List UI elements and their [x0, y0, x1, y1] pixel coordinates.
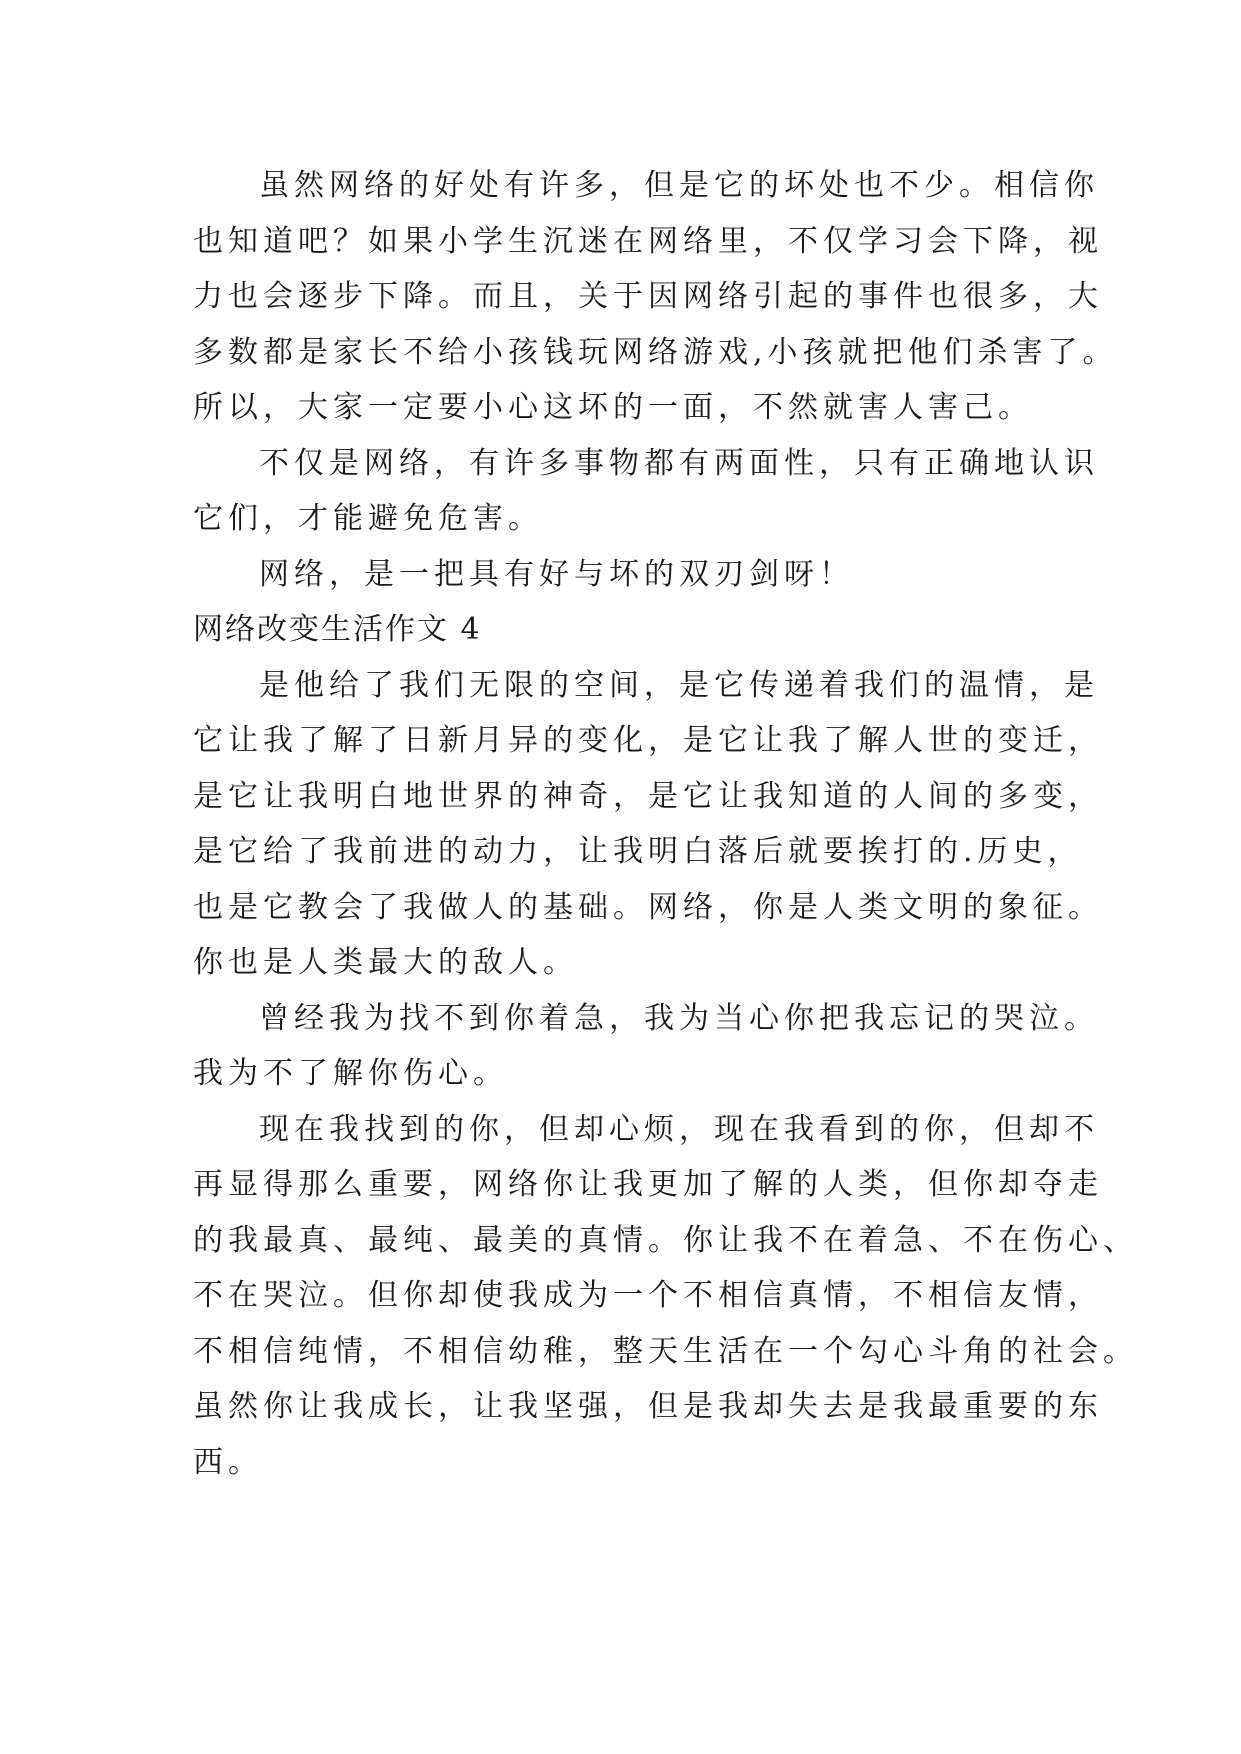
document-body — [193, 158, 1138, 1490]
text-line: 网络，是一把具有好与坏的双刃剑呀！ — [259, 556, 854, 592]
paragraph-1 — [193, 158, 1118, 436]
paragraph-2 — [193, 436, 1099, 547]
paragraph-6 — [193, 1102, 1138, 1491]
text-line: 多数都是家长不给小孩钱玩网络游戏,小孩就把他们杀害了。 — [193, 334, 1118, 370]
text-line: 也知道吧？如果小学生沉迷在网络里，不仅学习会下降，视 — [193, 223, 1103, 259]
text-line: 也是它教会了我做人的基础。网络，你是人类文明的象征。 — [193, 889, 1103, 925]
section-heading — [193, 602, 1053, 658]
text-line: 曾经我为找不到你着急，我为当心你把我忘记的哭泣。 — [259, 1000, 1099, 1036]
text-line: 虽然网络的好处有许多，但是它的坏处也不少。相信你 — [259, 168, 1099, 203]
text-line: 它让我了解了日新月异的变化，是它让我了解人世的变迁， — [193, 723, 1103, 758]
paragraph-4 — [193, 658, 1103, 991]
heading-text: 网络改变生活作文 4 — [193, 612, 482, 647]
text-line: 是他给了我们无限的空间，是它传递着我们的温情，是 — [259, 667, 1099, 703]
text-line: 力也会逐步下降。而且，关于因网络引起的事件也很多，大 — [193, 279, 1103, 314]
text-line: 的我最真、最纯、最美的真情。你让我不在着急、不在伤心、 — [193, 1222, 1138, 1258]
text-line: 是它给了我前进的动力，让我明白落后就要挨打的.历史， — [193, 834, 1083, 869]
text-line: 所以，大家一定要小心这坏的一面，不然就害人害己。 — [193, 390, 1033, 425]
text-line: 是它让我明白地世界的神奇，是它让我知道的人间的多变， — [193, 778, 1103, 814]
text-line: 我为不了解你伤心。 — [193, 1056, 508, 1091]
text-line: 你也是人类最大的敌人。 — [193, 945, 578, 980]
paragraph-5 — [193, 991, 1099, 1102]
text-line: 再显得那么重要，网络你让我更加了解的人类，但你却夺走 — [193, 1167, 1103, 1202]
text-line: 虽然你让我成长，让我坚强，但是我却失去是我最重要的东 — [193, 1389, 1103, 1424]
text-line: 不在哭泣。但你却使我成为一个不相信真情，不相信友情， — [193, 1278, 1103, 1313]
paragraph-3 — [193, 547, 1053, 603]
text-line: 它们，才能避免危害。 — [193, 501, 543, 536]
text-line: 不仅是网络，有许多事物都有两面性，只有正确地认识 — [259, 445, 1099, 481]
text-line: 西。 — [193, 1444, 263, 1480]
text-line: 不相信纯情，不相信幼稚，整天生活在一个勾心斗角的社会。 — [193, 1333, 1138, 1369]
text-line: 现在我找到的你，但却心烦，现在我看到的你，但却不 — [259, 1111, 1099, 1147]
